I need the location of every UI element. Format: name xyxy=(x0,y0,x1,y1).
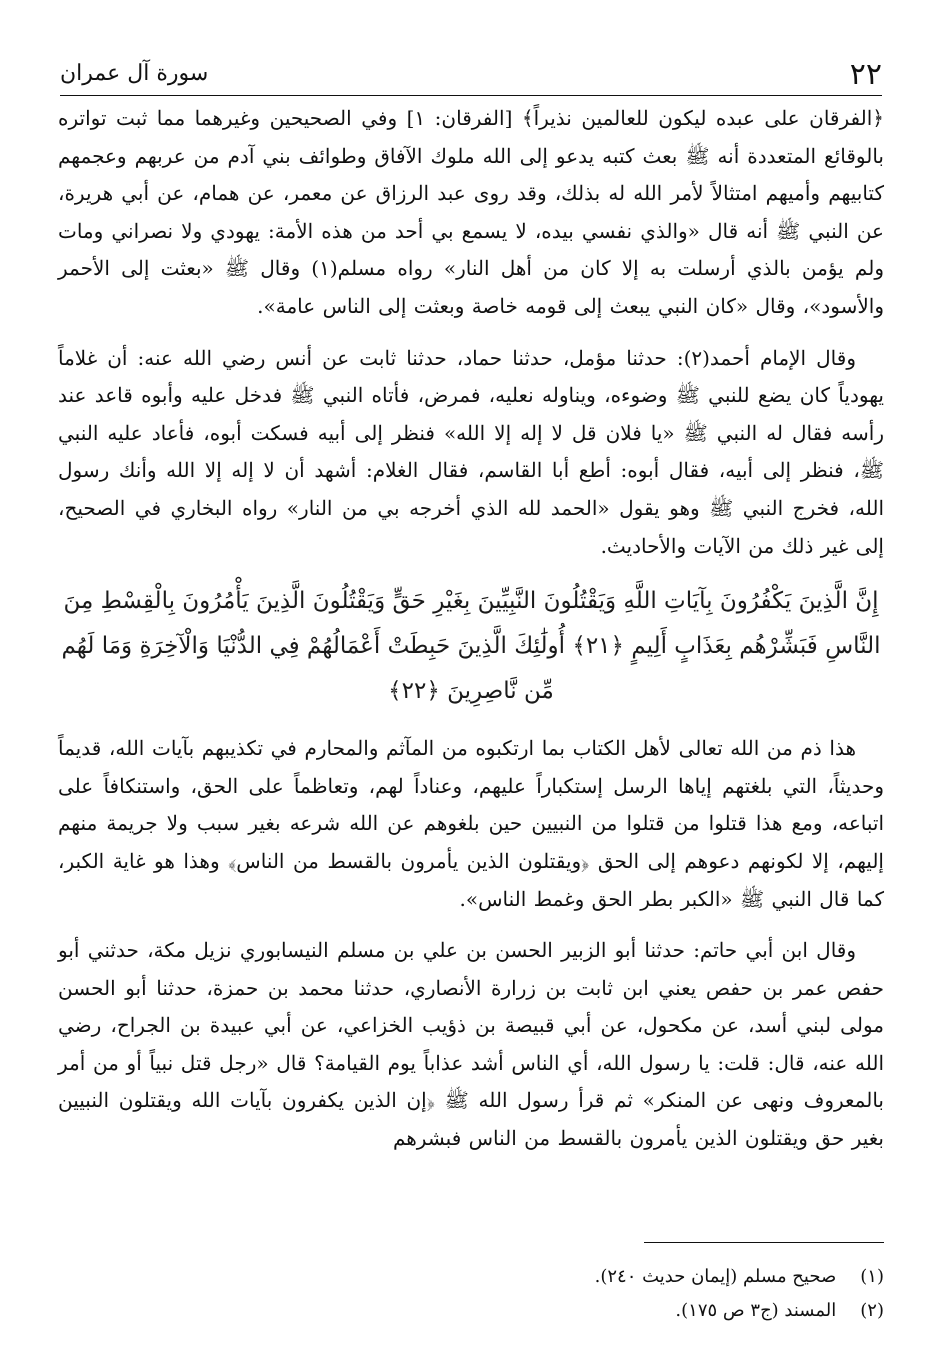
quran-verse: إِنَّ الَّذِينَ يَكْفُرُونَ بِآيَاتِ اللَّهِ وَيَقْتُلُونَ النَّبِيِّينَ بِغَيْرِ حَقٍّ وَيَقْتُلُونَ الَّذِينَ يَأْمُرُونَ بِالْقِسْطِ مِنَ النَّاسِ فَبَشِّرْهُم بِعَذَابٍ أَلِيمٍ ﴿٢١﴾ أُولَٰئِكَ الَّذِينَ حَبِطَتْ أَعْمَالُهُمْ فِي الدُّنْيَا وَالْآخِرَةِ وَمَا لَهُم مِّن نَّاصِرِينَ ﴿٢٢﴾ xyxy=(61,588,881,705)
footnote-1 xyxy=(58,1260,884,1294)
paragraph-4: وقال ابن أبي حاتم: حدثنا أبو الزبير الحسن بن علي بن مسلم النيسابوري نزيل مكة، حدثني أبو حفص عمر بن حفص يعني ابن ثابت بن زرارة الأنصاري، حدثنا محمد بن حمزة، حدثنا أبو الحسن مولى لبني أسد، عن مكحول، عن أبي قبيصة بن ذؤيب الخزاعي، عن أبي عبيدة بن الجراح، رضي الله عنه، قال: قلت: يا رسول الله، أي الناس أشد عذاباً يوم القيامة؟ قال «رجل قتل نبياً أو من أمر بالمعروف ونهى عن المنكر» ثم قرأ رسول الله ﷺ ﴿إن الذين يكفرون بآيات الله ويقتلون النبيين بغير حق ويقتلون الذين يأمرون بالقسط من الناس فبشرهم xyxy=(58,938,884,1151)
paragraph-2: وقال الإمام أحمد(٢): حدثنا مؤمل، حدثنا حماد، حدثنا ثابت عن أنس رضي الله عنه: أن غلاماً يهودياً كان يضع للنبي ﷺ وضوءه، ويناوله نعليه، فمرض، فأتاه النبي ﷺ فدخل عليه وأبوه قاعد عند رأسه فقال له النبي ﷺ «يا فلان قل لا إله إلا الله» فنظر إلى أبيه فسكت أبوه، فأعاد عليه النبي ﷺ، فنظر إلى أبيه، فقال أبوه: أطع أبا القاسم، فقال الغلام: أشهد أن لا إله إلا الله وأنك رسول الله، فخرج النبي ﷺ وهو يقول «الحمد لله الذي أخرجه بي من النار» رواه البخاري في الصحيح، إلى غير ذلك من الآيات والأحاديث. xyxy=(58,345,884,558)
surah-name: سورة آل عمران xyxy=(60,61,209,86)
paragraph-3: هذا ذم من الله تعالى لأهل الكتاب بما ارتكبوه من المآثم والمحارم في تكذيبهم بآيات الله، قديماً وحديثاً، التي بلغتهم إياها الرسل إستكباراً عليهم، وعناداً لهم، وتعاظماً على الحق، واستنكافاً على اتباعه، ومع هذا قتلوا من قتلوا من النبيين حين بلغوهم عن الله شرعه بغير سبب ولا جريمة منهم إليهم، إلا لكونهم دعوهم إلى الحق ﴿ويقتلون الذين يأمرون بالقسط من الناس﴾ وهذا هو غاية الكبر، كما قال النبي ﷺ «الكبر بطر الحق وغمط الناس». xyxy=(58,736,884,911)
page-body xyxy=(58,100,884,1172)
footnote-divider xyxy=(644,1242,884,1243)
footnote-2 xyxy=(58,1294,884,1328)
page-header xyxy=(60,55,882,96)
page-number: ٢٢ xyxy=(849,57,882,92)
footnote-number: (١) xyxy=(860,1266,884,1287)
footnote-number: (٢) xyxy=(860,1300,884,1321)
footnotes xyxy=(58,1260,884,1328)
footnote-text: صحيح مسلم (إيمان حديث ٢٤٠). xyxy=(594,1266,837,1287)
paragraph-1: ﴿الفرقان على عبده ليكون للعالمين نذيراً﴾ [الفرقان: ١] وفي الصحيحين وغيرهما مما ثبت تواتره بالوقائع المتعددة أنه ﷺ بعث كتبه يدعو إلى الله ملوك الآفاق وطوائف بني آدم من عربهم وعجمهم كتابيهم وأميهم امتثالاً لأمر الله له بذلك، وقد روى عبد الرزاق عن معمر، عن همام، عن أبي هريرة، عن النبي ﷺ أنه قال «والذي نفسي بيده، لا يسمع بي أحد من هذه الأمة: يهودي ولا نصراني ومات ولم يؤمن بالذي أرسلت به إلا كان من أهل النار» رواه مسلم(١) وقال ﷺ «بعثت إلى الأحمر والأسود»، وقال «كان النبي يبعث إلى قومه خاصة وبعثت إلى الناس عامة». xyxy=(58,106,884,318)
footnote-text: المسند (ج٣ ص ١٧٥). xyxy=(675,1300,837,1321)
